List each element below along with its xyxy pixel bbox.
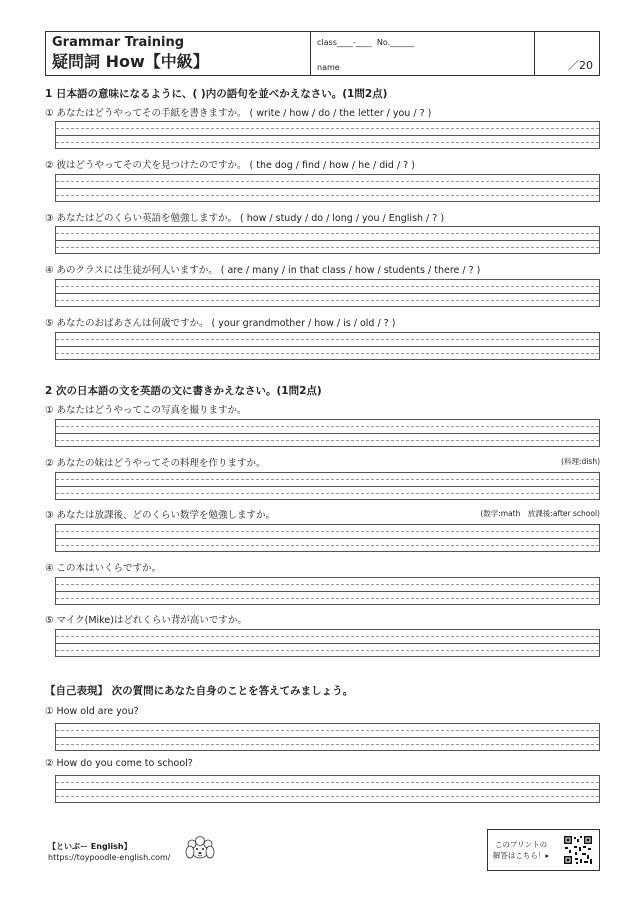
score-cell [535, 32, 599, 75]
s1-question [45, 210, 600, 224]
s3-q1-text: ① How old are you? [45, 706, 139, 717]
footer-brand-block [48, 841, 171, 863]
s2-q2-text: ② あなたの妹はどうやってその料理を作りますか。 [45, 458, 266, 469]
s1-question [45, 157, 600, 171]
s1-q4-text: ④ あのクラスには生徒が何人いますか。 ( are / many / in that class / how / students / there / ? ) [45, 265, 481, 276]
no-label: No. [376, 38, 391, 47]
s3-question [45, 758, 600, 769]
s1-answer-lines[interactable] [55, 332, 600, 360]
qr-code-icon[interactable] [563, 835, 593, 865]
s1-answer-lines[interactable] [55, 174, 600, 202]
s2-answer-lines[interactable] [55, 577, 600, 605]
s2-answer-lines[interactable] [55, 629, 600, 657]
s2-q3-hint: (数学:math 放課後:after school) [480, 509, 600, 518]
class-label: class [317, 38, 337, 47]
s2-question [45, 455, 600, 469]
s1-question [45, 262, 600, 276]
s1-answer-lines[interactable] [55, 226, 600, 254]
title-cell [46, 32, 311, 75]
name-label: name [317, 63, 340, 72]
s3-answer-lines[interactable] [55, 775, 600, 803]
s1-question [45, 315, 600, 329]
s1-q5-text: ⑤ あなたのおばあさんは何歳ですか。 ( your grandmother / how / is / old / ? ) [45, 318, 396, 329]
s2-answer-lines[interactable] [55, 419, 600, 447]
s2-question [45, 507, 600, 521]
s2-q4-text: ④ この本はいくらですか。 [45, 563, 161, 574]
s2-answer-lines[interactable] [55, 524, 600, 552]
s2-question [45, 612, 600, 626]
no-blank: ______ [390, 38, 415, 47]
s2-question [45, 402, 600, 416]
s1-q2-text: ② 彼はどうやってその犬を見つけたのですか。 ( the dog / find / how / he / did / ? ) [45, 160, 415, 171]
s1-answer-lines[interactable] [55, 279, 600, 307]
answer-line2: 解答はこちら！▸ [492, 851, 550, 860]
s3-question [45, 706, 600, 717]
answer-link-box[interactable] [487, 829, 600, 871]
poodle-logo-icon [183, 834, 217, 864]
s3-answer-lines[interactable] [55, 723, 600, 751]
s2-q1-text: ① あなたはどうやってこの写真を撮りますか。 [45, 405, 247, 416]
title-japanese: 疑問詞 How【中級】 [52, 52, 209, 71]
answer-line1: このプリントの [494, 840, 548, 849]
section2-title: 2 次の日本語の文を英語の文に書きかえなさい。(1問2点) [45, 385, 322, 397]
class-blank: ____-____ [336, 38, 372, 47]
answer-link-text [488, 839, 554, 861]
s2-q5-text: ⑤ マイク(Mike)はどれくらい背が高いですか。 [45, 615, 247, 626]
section3-title: 【自己表現】 次の質問にあなた自身のことを答えてみましょう。 [45, 685, 354, 697]
score-total: ／20 [568, 59, 593, 72]
s3-q2-text: ② How do you come to school? [45, 758, 193, 769]
s1-question [45, 105, 600, 119]
worksheet-header [45, 31, 600, 76]
class-number-row [317, 38, 414, 47]
brand-name: 【といぷー English】 [48, 842, 132, 851]
s1-answer-lines[interactable] [55, 121, 600, 149]
brand-url[interactable]: https://toypoodle-english.com/ [48, 853, 171, 862]
student-info-cell [311, 32, 535, 75]
s1-q1-text: ① あなたはどうやってその手紙を書きますか。 ( write / how / do / the letter / you / ? ) [45, 108, 432, 119]
s2-question [45, 560, 600, 574]
s2-q2-hint: (料理:dish) [561, 457, 600, 466]
title-english: Grammar Training [52, 35, 185, 50]
s2-answer-lines[interactable] [55, 472, 600, 500]
section1-title: 1 日本語の意味になるように、( )内の語句を並べかえなさい。(1問2点) [45, 88, 388, 100]
s1-q3-text: ③ あなたはどのくらい英語を勉強しますか。 ( how / study / do / long / you / English / ? ) [45, 213, 445, 224]
s2-q3-text: ③ あなたは放課後、どのくらい数学を勉強しますか。 [45, 510, 276, 521]
